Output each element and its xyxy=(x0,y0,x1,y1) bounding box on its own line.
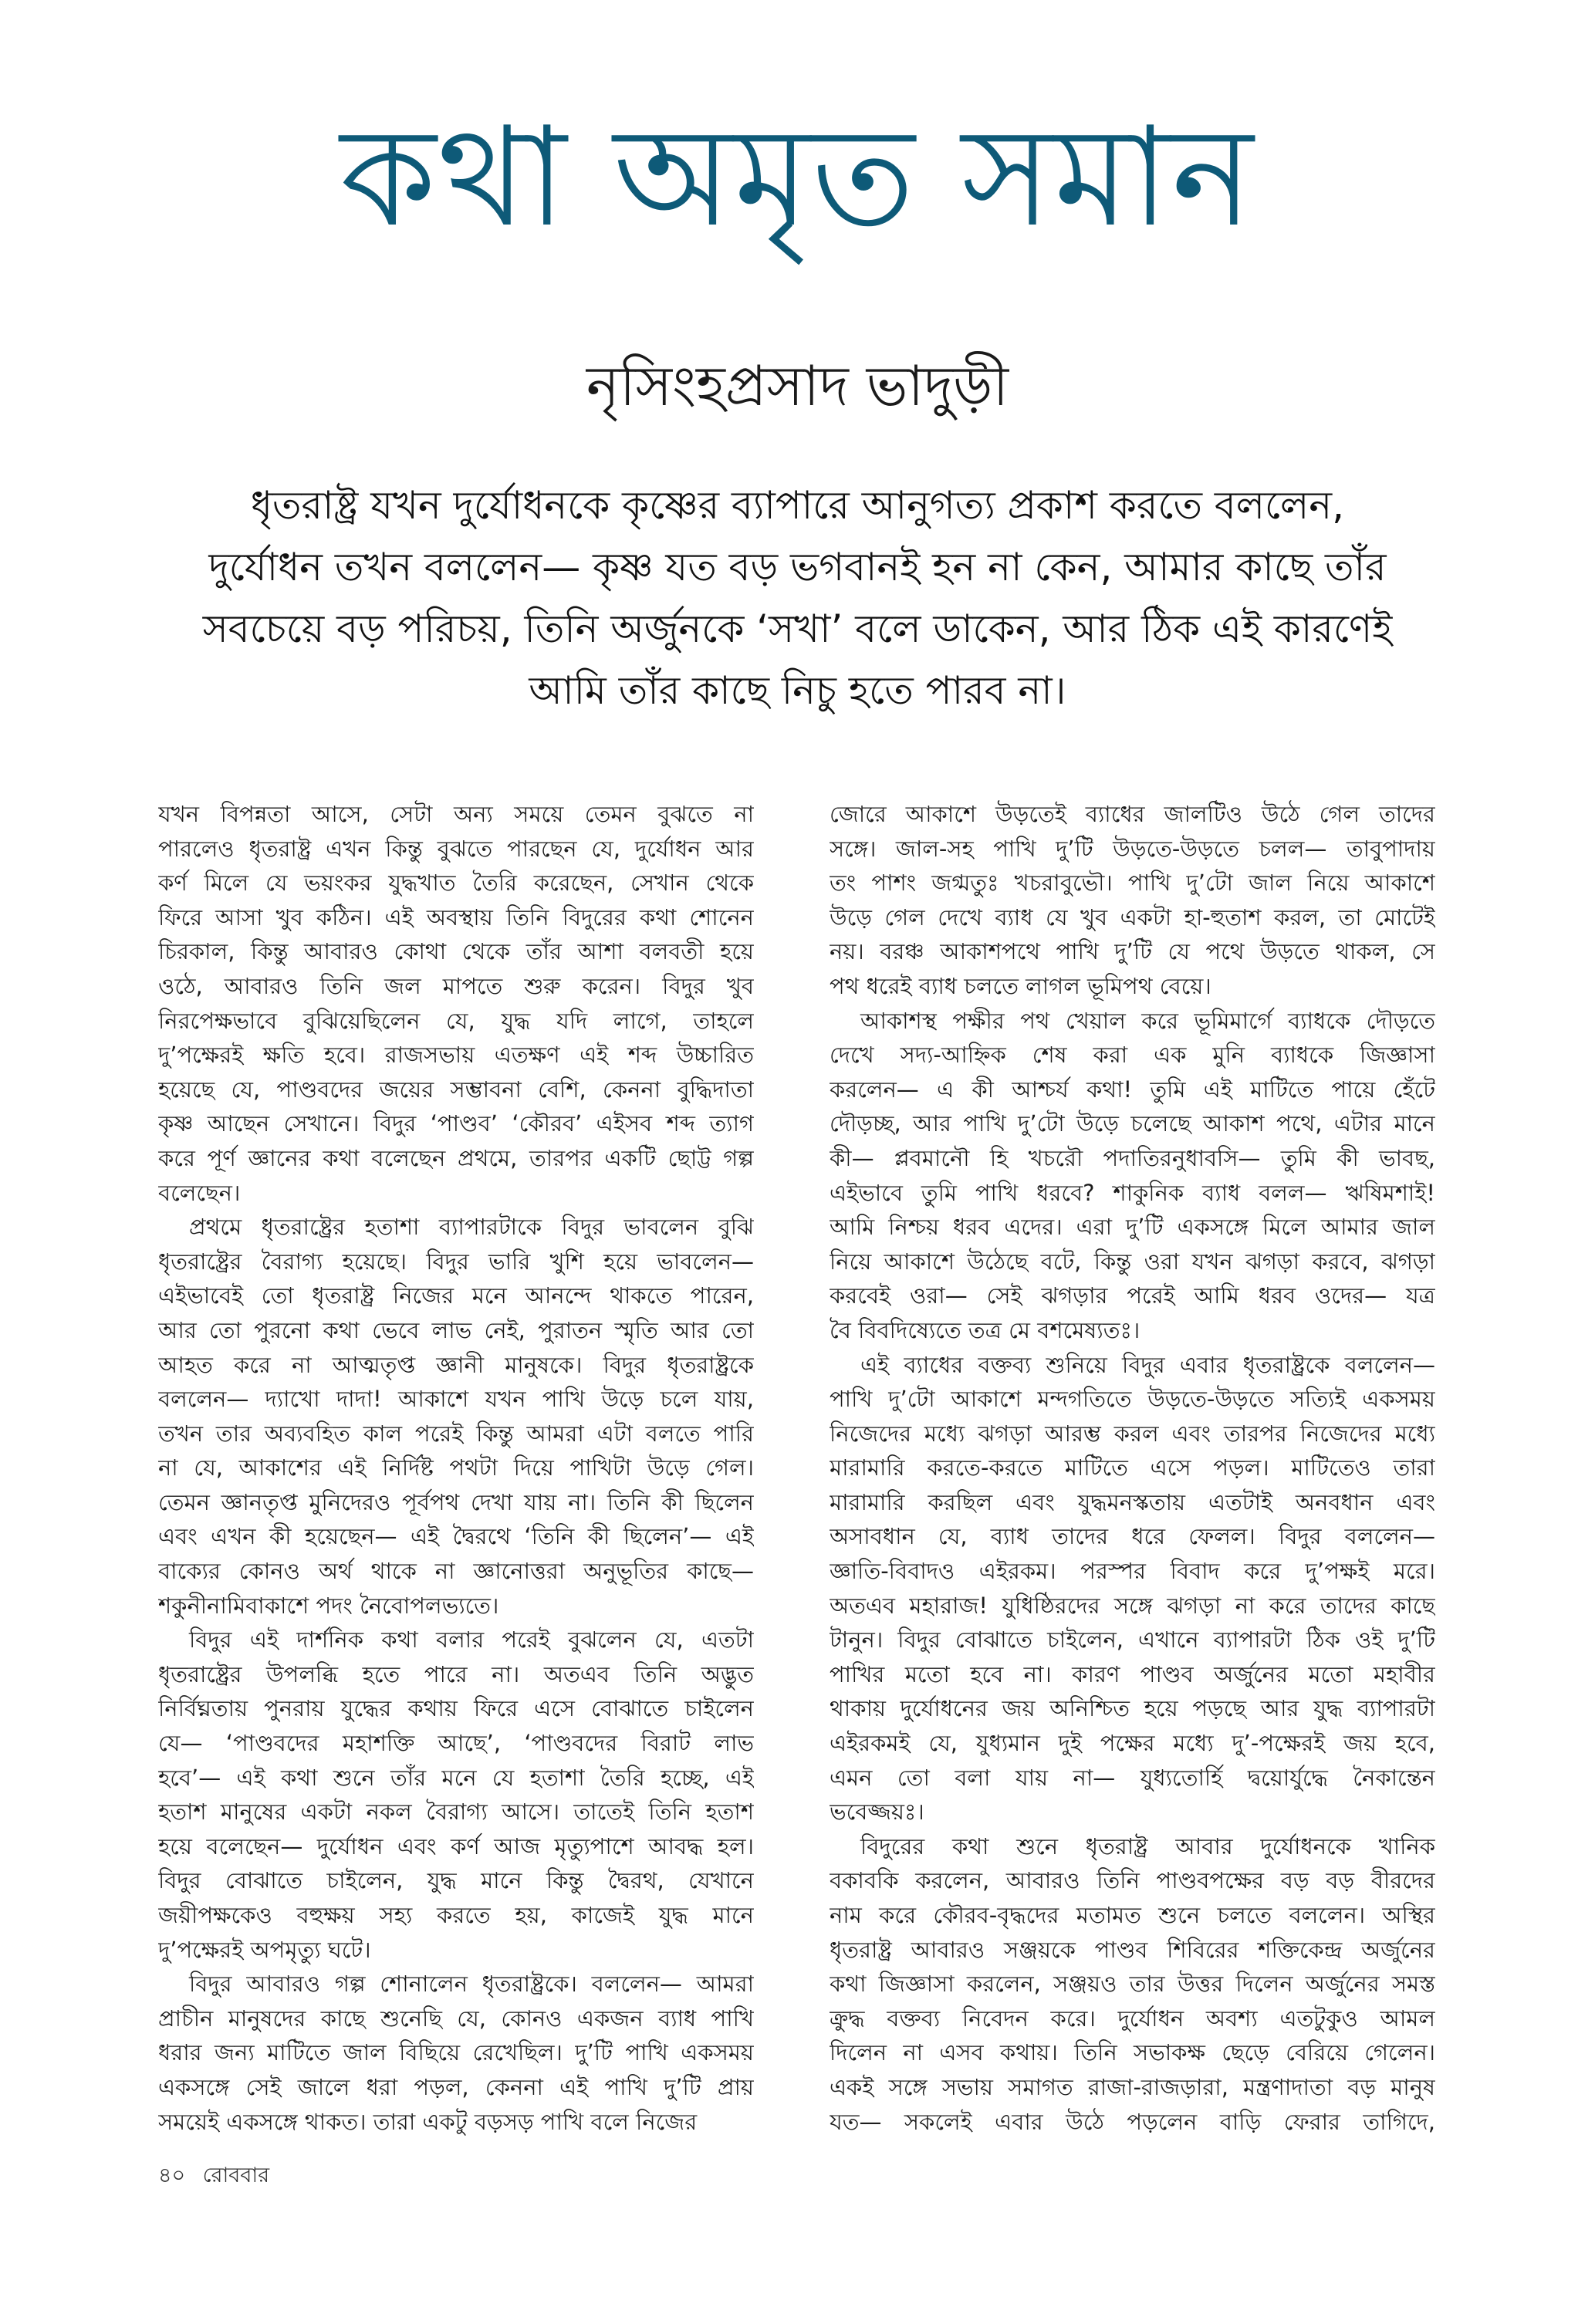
text-line: আহত করে না আত্মতৃপ্ত জ্ঞানী মানুষকে। বিদুর ধৃতরাষ্ট্রকে xyxy=(158,1351,754,1378)
text-line: ক্রুদ্ধ বক্তব্য নিবেদন করে। দুর্যোধন অবশ্য এতটুকুও আমল xyxy=(830,2005,1435,2032)
text-line: সময়েই একসঙ্গে থাকত। তারা একটু বড়সড় পাখি বলে নিজের xyxy=(158,2108,698,2135)
text-line: বললেন— দ্যাখো দাদা! আকাশে যখন পাখি উড়ে চলে যায়, xyxy=(158,1386,754,1413)
body-paragraph xyxy=(830,1829,1435,2139)
text-line: নাম করে কৌরব-বৃদ্ধদের মতামত শুনে চলতে বললেন। অস্থির xyxy=(830,1902,1435,1928)
text-line: কৃষ্ণ আছেন সেখানে। বিদুর ‘পাণ্ডব’ ‘কৌরব’ এইসব শব্দ ত্যাগ xyxy=(158,1110,754,1137)
text-line: হবে’— এই কথা শুনে তাঁর মনে যে হতাশা তৈরি হচ্ছে, এই xyxy=(158,1764,754,1791)
body-column-right xyxy=(830,797,1435,2139)
pull-quote-line: সবচেয়ে বড় পরিচয়, তিনি অর্জুনকে ‘সখা’ বলে ডাকেন, আর ঠিক এই কারণেই xyxy=(202,606,1393,651)
page-footer xyxy=(158,2160,269,2191)
text-line: এবং এখন কী হয়েছেন— এই দ্বৈরথে ‘তিনি কী ছিলেন’— এই xyxy=(158,1523,754,1550)
text-line: আকাশস্থ পক্ষীর পথ খেয়াল করে ভূমিমার্গে ব্যাধকে দৌড়তে xyxy=(860,1007,1435,1034)
text-line: এইভাবে তুমি পাখি ধরবে? শাকুনিক ব্যাধ বলল— ঋষিমশাই! xyxy=(830,1179,1435,1206)
text-line: উড়ে গেল দেখে ব্যাধ যে খুব একটা হা-হুতাশ করল, তা মোটেই xyxy=(830,904,1435,931)
text-line: যে— ‘পাণ্ডবদের মহাশক্তি আছে’, ‘পাণ্ডবদের বিরাট লাভ xyxy=(158,1730,754,1757)
text-line: করে পূর্ণ জ্ঞানের কথা বলেছেন প্রথমে, তারপর একটি ছোট্ট গল্প xyxy=(158,1144,754,1171)
text-line: না যে, আকাশের এই নির্দিষ্ট পথটা দিয়ে পাখিটা উড়ে গেল। xyxy=(158,1454,754,1481)
text-line: দু’পক্ষেরই অপমৃত্যু ঘটে। xyxy=(158,1936,371,1963)
text-line: প্রথমে ধৃতরাষ্ট্রের হতাশা ব্যাপারটাকে বিদুর ভাবলেন বুঝি xyxy=(189,1214,754,1241)
pull-quote-line: ধৃতরাষ্ট্র যখন দুর্যোধনকে কৃষ্ণের ব্যাপারে আনুগত্য প্রকাশ করতে বললেন, xyxy=(250,483,1345,528)
text-line: মারামারি করছিল এবং যুদ্ধমনস্কতায় এতটাই অনবধান এবং xyxy=(830,1488,1435,1515)
pull-quote xyxy=(123,475,1472,721)
text-line: বিদুর আবারও গল্প শোনালেন ধৃতরাষ্ট্রকে। বললেন— আমরা xyxy=(189,1971,754,1998)
body-paragraph xyxy=(830,1348,1435,1829)
article-title: কথা অমৃত সমান xyxy=(340,97,1255,257)
text-line: একই সঙ্গে সভায় সমাগত রাজা-রাজড়ারা, মন্ত্রণাদাতা বড় মানুষ xyxy=(830,2073,1435,2100)
text-line: বৈ বিবদিষ্যেতে তত্র মে বশমেষ্যতঃ। xyxy=(830,1316,1140,1343)
text-line: বলেছেন। xyxy=(158,1179,241,1206)
text-line: নিজেদের মধ্যে ঝগড়া আরম্ভ করল এবং তারপর নিজেদের মধ্যে xyxy=(830,1420,1435,1447)
text-line: তেমন জ্ঞানতৃপ্ত মুনিদেরও পূর্বপথ দেখা যায় না। তিনি কী ছিলেন xyxy=(158,1488,754,1515)
text-line: পাখির মতো হবে না। কারণ পাণ্ডব অর্জুনের মতো মহাবীর xyxy=(830,1660,1435,1687)
text-line: দিলেন না এসব কথায়। তিনি সভাকক্ষ ছেড়ে বেরিয়ে গেলেন। xyxy=(830,2039,1435,2066)
text-line: বিদুর এই দার্শনিক কথা বলার পরেই বুঝলেন যে, এতটা xyxy=(189,1626,754,1653)
text-line: টানুন। বিদুর বোঝাতে চাইলেন, এখানে ব্যাপারটা ঠিক ওই দু’টি xyxy=(830,1626,1435,1653)
text-line: যত— সকলেই এবার উঠে পড়লেন বাড়ি ফেরার তাগিদে, xyxy=(830,2108,1435,2135)
publication-name: রোববার xyxy=(202,2164,270,2187)
body-paragraph xyxy=(158,1623,754,1967)
text-line: হতাশ মানুষের একটা নকল বৈরাগ্য আসে। তাতেই তিনি হতাশ xyxy=(158,1799,754,1826)
text-line: শকুনীনামিবাকাশে পদং নৈবোপলভ্যতে। xyxy=(158,1592,499,1619)
text-line: জোরে আকাশে উড়তেই ব্যাধের জালটিও উঠে গেল তাদের xyxy=(830,801,1435,827)
text-line: পারলেও ধৃতরাষ্ট্র এখন কিন্তু বুঝতে পারছেন যে, দুর্যোধন আর xyxy=(158,835,754,862)
text-line: ধৃতরাষ্ট্রের বৈরাগ্য হয়েছে। বিদুর ভারি খুশি হয়ে ভাবলেন— xyxy=(158,1248,754,1275)
text-line: বাক্যের কোনও অর্থ থাকে না জ্ঞানোত্তরা অনুভূতির কাছে— xyxy=(158,1558,754,1585)
body-paragraph xyxy=(830,797,1435,1004)
text-line: এমন তো বলা যায় না— যুধ্যতোর্হি দ্বয়োর্যুদ্ধে নৈকান্তেন xyxy=(830,1764,1435,1791)
text-line: হয়েছে যে, পাণ্ডবদের জয়ের সম্ভাবনা বেশি, কেননা বুদ্ধিদাতা xyxy=(158,1076,754,1103)
text-line: পথ ধরেই ব্যাধ চলতে লাগল ভূমিপথ বেয়ে। xyxy=(830,972,1211,999)
pull-quote-line: আমি তাঁর কাছে নিচু হতে পারব না। xyxy=(529,668,1066,713)
text-line: কথা জিজ্ঞাসা করলেন, সঞ্জয়ও তার উত্তর দিলেন অর্জুনের সমস্ত xyxy=(830,1971,1435,1998)
text-line: এইরকমই যে, যুধ্যমান দুই পক্ষের মধ্যে দু’-পক্ষেরই জয় হবে, xyxy=(830,1730,1435,1757)
text-line: বিদুরের কথা শুনে ধৃতরাষ্ট্র আবার দুর্যোধনকে খানিক xyxy=(860,1833,1435,1860)
text-line: সঙ্গে। জাল-সহ পাখি দু’টি উড়তে-উড়তে চলল— তাবুপাদায় xyxy=(830,835,1435,862)
text-line: ফিরে আসা খুব কঠিন। এই অবস্থায় তিনি বিদুরের কথা শোনেন xyxy=(158,904,754,931)
page-number: ৪০ xyxy=(158,2164,186,2187)
text-line: জয়ীপক্ষকেও বহুক্ষয় সহ্য করতে হয়, কাজেই যুদ্ধ মানে xyxy=(158,1902,754,1928)
text-line: দু’পক্ষেরই ক্ষতি হবে। রাজসভায় এতক্ষণ এই শব্দ উচ্চারিত xyxy=(158,1042,754,1069)
text-line: দৌড়চ্ছ, আর পাখি দু’টো উড়ে চলেছে আকাশ পথে, এটার মানে xyxy=(830,1110,1435,1137)
text-line: নিরপেক্ষভাবে বুঝিয়েছিলেন যে, যুদ্ধ যদি লাগে, তাহলে xyxy=(158,1007,754,1034)
text-line: মারামারি করতে-করতে মাটিতে এসে পড়ল। মাটিতেও তারা xyxy=(830,1454,1435,1481)
body-paragraph xyxy=(158,797,754,1210)
text-line: ধরার জন্য মাটিতে জাল বিছিয়ে রেখেছিল। দু’টি পাখি একসময় xyxy=(158,2039,754,2066)
text-line: ভবেজ্জয়ঃ। xyxy=(830,1799,924,1826)
text-line: তং পাশং জগ্মতুঃ খচরাবুভৌ। পাখি দু’টো জাল নিয়ে আকাশে xyxy=(830,870,1435,897)
text-line: অতএব মহারাজ! যুধিষ্ঠিরদের সঙ্গে ঝগড়া না করে তাদের কাছে xyxy=(830,1592,1435,1619)
text-line: আমি নিশ্চয় ধরব এদের। এরা দু’টি একসঙ্গে মিলে আমার জাল xyxy=(830,1214,1435,1241)
text-line: অসাবধান যে, ব্যাধ তাদের ধরে ফেলল। বিদুর বললেন— xyxy=(830,1523,1435,1550)
text-line: তখন তার অব্যবহিত কাল পরেই কিন্তু আমরা এটা বলতে পারি xyxy=(158,1420,754,1447)
text-line: প্রাচীন মানুষদের কাছে শুনেছি যে, কোনও একজন ব্যাধ পাখি xyxy=(158,2005,754,2032)
text-line: আর তো পুরনো কথা ভেবে লাভ নেই, পুরাতন স্মৃতি আর তো xyxy=(158,1316,754,1343)
text-line: এই ব্যাধের বক্তব্য শুনিয়ে বিদুর এবার ধৃতরাষ্ট্রকে বললেন— xyxy=(860,1351,1435,1378)
body-paragraph xyxy=(830,1004,1435,1348)
text-line: একসঙ্গে সেই জালে ধরা পড়ল, কেননা এই পাখি দু’টি প্রায় xyxy=(158,2073,754,2100)
pull-quote-line: দুর্যোধন তখন বললেন— কৃষ্ণ যত বড় ভগবানই হন না কেন, আমার কাছে তাঁর xyxy=(208,545,1387,589)
text-line: দেখে সদ্য-আহ্নিক শেষ করা এক মুনি ব্যাধকে জিজ্ঞাসা xyxy=(830,1042,1435,1069)
body-column-left xyxy=(158,797,754,2139)
text-line: ধৃতরাষ্ট্র আবারও সঞ্জয়কে পাণ্ডব শিবিরের শক্তিকেন্দ্র অর্জুনের xyxy=(830,1936,1435,1963)
text-line: ধৃতরাষ্ট্রের উপলব্ধি হতে পারে না। অতএব তিনি অদ্ভুত xyxy=(158,1660,754,1687)
text-line: চিরকাল, কিন্তু আবারও কোথা থেকে তাঁর আশা বলবতী হয়ে xyxy=(158,938,754,965)
text-line: বকাবকি করলেন, আবারও তিনি পাণ্ডবপক্ষের বড় বড় বীরদের xyxy=(830,1867,1435,1894)
text-line: করবেই ওরা— সেই ঝগড়ার পরেই আমি ধরব ওদের— যত্র xyxy=(830,1282,1435,1309)
body-paragraph xyxy=(158,1967,754,2139)
text-line: যখন বিপন্নতা আসে, সেটা অন্য সময়ে তেমন বুঝতে না xyxy=(158,801,754,827)
text-line: ওঠে, আবারও তিনি জল মাপতে শুরু করেন। বিদুর খুব xyxy=(158,972,754,999)
text-line: বিদুর বোঝাতে চাইলেন, যুদ্ধ মানে কিন্তু দ্বৈরথ, যেখানে xyxy=(158,1867,754,1894)
article-author: নৃসিংহপ্রসাদ ভাদুড়ী xyxy=(586,353,1009,418)
text-line: থাকায় দুর্যোধনের জয় অনিশ্চিত হয়ে পড়ছে আর যুদ্ধ ব্যাপারটা xyxy=(830,1695,1435,1722)
text-line: নিয়ে আকাশে উঠেছে বটে, কিন্তু ওরা যখন ঝগড়া করবে, ঝগড়া xyxy=(830,1248,1435,1275)
text-line: কী— প্লবমানৌ হি খচরৌ পদাতিরনুধাবসি— তুমি কী ভাবছ, xyxy=(830,1144,1435,1171)
text-line: পাখি দু’টো আকাশে মন্দগতিতে উড়তে-উড়তে সত্যিই একসময় xyxy=(830,1386,1435,1413)
text-line: জ্ঞাতি-বিবাদও এইরকম। পরস্পর বিবাদ করে দু’পক্ষই মরে। xyxy=(830,1558,1435,1585)
text-line: এইভাবেই তো ধৃতরাষ্ট্র নিজের মনে আনন্দে থাকতে পারেন, xyxy=(158,1282,754,1309)
text-line: করলেন— এ কী আশ্চর্য কথা! তুমি এই মাটিতে পায়ে হেঁটে xyxy=(830,1076,1435,1103)
text-line: নির্বিঘ্নতায় পুনরায় যুদ্ধের কথায় ফিরে এসে বোঝাতে চাইলেন xyxy=(158,1695,754,1722)
text-line: নয়। বরঞ্চ আকাশপথে পাখি দু’টি যে পথে উড়তে থাকল, সে xyxy=(830,938,1435,965)
body-paragraph xyxy=(158,1210,754,1623)
text-line: হয়ে বলেছেন— দুর্যোধন এবং কর্ণ আজ মৃত্যুপাশে আবদ্ধ হল। xyxy=(158,1833,754,1860)
text-line: কর্ণ মিলে যে ভয়ংকর যুদ্ধখাত তৈরি করেছেন, সেখান থেকে xyxy=(158,870,754,897)
